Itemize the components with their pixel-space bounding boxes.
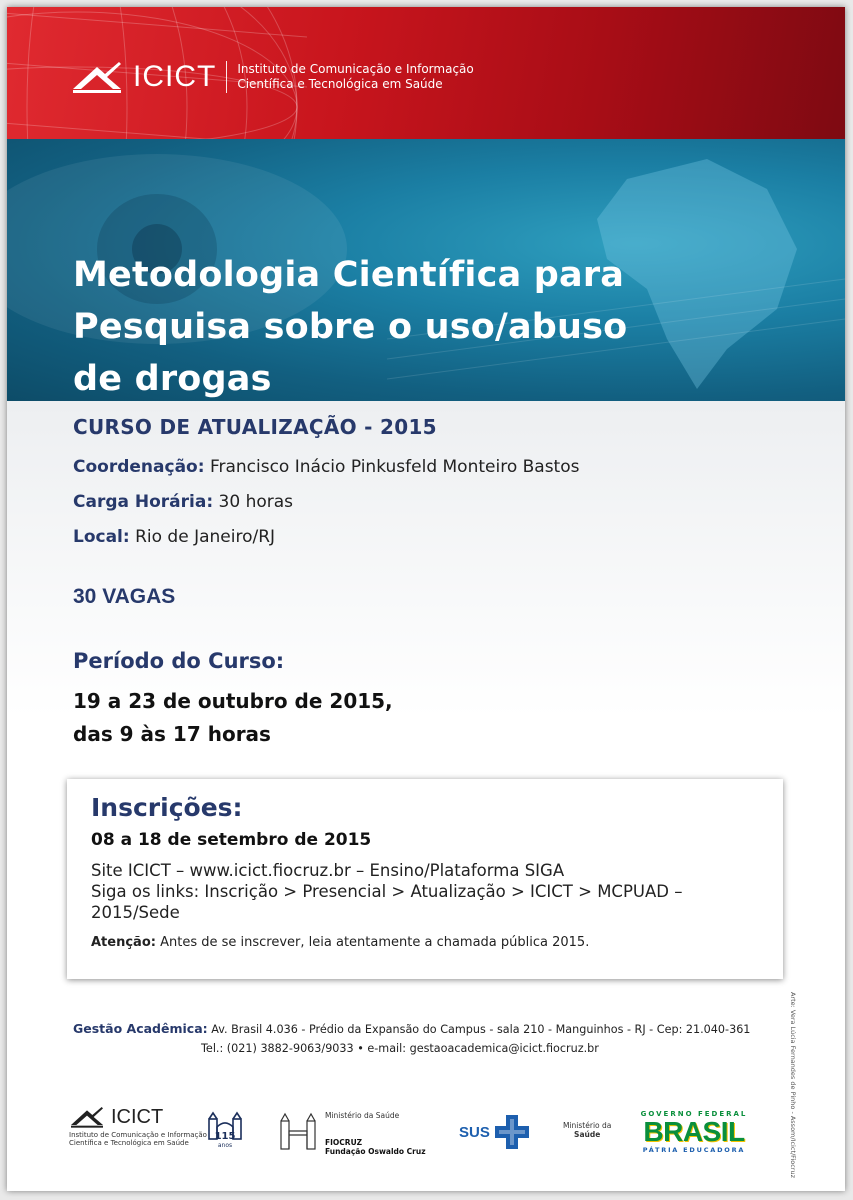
registration-note-text: Antes de se inscrever, leia atentamente a chamada pública 2015. (160, 935, 590, 950)
registration-line1: Site ICICT – www.icict.fiocruz.br – Ensino/Plataforma SIGA (91, 861, 565, 880)
course-title-line2: Pesquisa sobre o uso/abuso (73, 307, 628, 347)
hours-line (73, 492, 293, 512)
fiocruz-castle-icon (279, 1111, 317, 1151)
footer-icict-mark-icon (69, 1105, 109, 1129)
art-credit: Arte: Vera Lúcia Fernandes de Pinho - Assom/Icict/Fiocruz (789, 992, 797, 1179)
anniversary-number: 115 (214, 1131, 236, 1142)
course-title (73, 249, 627, 401)
ministerio-label: Ministério da Saúde (325, 1111, 400, 1120)
period-label: Período do Curso: (73, 649, 285, 673)
registration-title: Inscrições: (91, 793, 243, 822)
period-dates (73, 685, 393, 751)
logo-divider (226, 61, 227, 93)
location-line (73, 527, 275, 547)
icict-logo (71, 59, 474, 95)
institute-name (237, 62, 473, 92)
registration-note (91, 935, 759, 950)
gestao-address: Av. Brasil 4.036 - Prédio da Expansão do Campus - sala 210 - Manguinhos - RJ - Cep: 21.040-361 (211, 1023, 751, 1036)
icict-mark-icon (71, 59, 129, 95)
coordination-line (73, 457, 579, 477)
footer-icict-logo (69, 1105, 207, 1147)
fiocruz-logo (279, 1111, 426, 1156)
vacancies-count: 30 VAGAS (73, 585, 176, 608)
registration-instructions (91, 860, 759, 923)
registration-note-key: Atenção: (91, 935, 156, 950)
course-type-label: CURSO DE ATUALIZAÇÃO - 2015 (73, 415, 437, 439)
gestao-key: Gestão Acadêmica: (73, 1021, 208, 1036)
footer-icict-sub1: Instituto de Comunicação e Informação (69, 1131, 207, 1139)
governo-federal-logo (635, 1110, 753, 1154)
registration-dates: 08 a 18 de setembro de 2015 (91, 830, 372, 850)
sus-logo (459, 1113, 531, 1151)
period-line1: 19 a 23 de outubro de 2015, (73, 689, 393, 713)
sus-cross-icon (493, 1113, 531, 1151)
icict-logo-text: ICICT (133, 60, 217, 93)
header-band (7, 7, 845, 139)
ministerio2-line1: Ministério da (563, 1121, 612, 1130)
sus-text: SUS (459, 1123, 490, 1141)
institute-line1: Instituto de Comunicação e Informação (237, 62, 474, 76)
fiocruz-line1: FIOCRUZ (325, 1138, 363, 1147)
institute-line2: Científica e Tecnológica em Saúde (237, 77, 443, 91)
footer-icict-sub (69, 1131, 207, 1147)
ministerio-saude-logo (563, 1121, 611, 1139)
ministerio2-line2: Saúde (574, 1130, 601, 1139)
hours-value: 30 horas (218, 492, 294, 512)
registration-line2: Siga os links: Inscrição > Presencial > Atualização > ICICT > MCPUAD – (91, 882, 683, 901)
location-key: Local: (73, 527, 130, 547)
fiocruz-line2: Fundação Oswaldo Cruz (325, 1147, 426, 1156)
registration-line3: 2015/Sede (91, 903, 180, 922)
location-value: Rio de Janeiro/RJ (135, 527, 276, 547)
gov-bottom-text: PÁTRIA EDUCADORA (642, 1146, 746, 1154)
gestao-address-line (73, 1021, 750, 1036)
coordination-key: Coordenação: (73, 457, 205, 477)
anniversary-logo (205, 1111, 245, 1149)
course-title-line1: Metodologia Científica para (73, 255, 625, 295)
gov-top-text: GOVERNO FEDERAL (640, 1110, 748, 1118)
footer-icict-text: ICICT (111, 1105, 164, 1128)
anniversary-word: anos (217, 1142, 233, 1149)
gestao-contact: Tel.: (021) 3882-9063/9033 • e-mail: gestaoacademica@icict.fiocruz.br (201, 1042, 599, 1055)
registration-box (67, 779, 783, 979)
poster (7, 7, 845, 1191)
title-banner (7, 139, 845, 401)
period-line2: das 9 às 17 horas (73, 722, 271, 746)
gov-main-text: BRASIL (643, 1116, 745, 1147)
course-title-line3: de drogas (73, 359, 272, 399)
footer-icict-sub2: Científica e Tecnológica em Saúde (69, 1139, 189, 1147)
coordination-value: Francisco Inácio Pinkusfeld Monteiro Bastos (209, 457, 580, 477)
hours-key: Carga Horária: (73, 492, 214, 512)
